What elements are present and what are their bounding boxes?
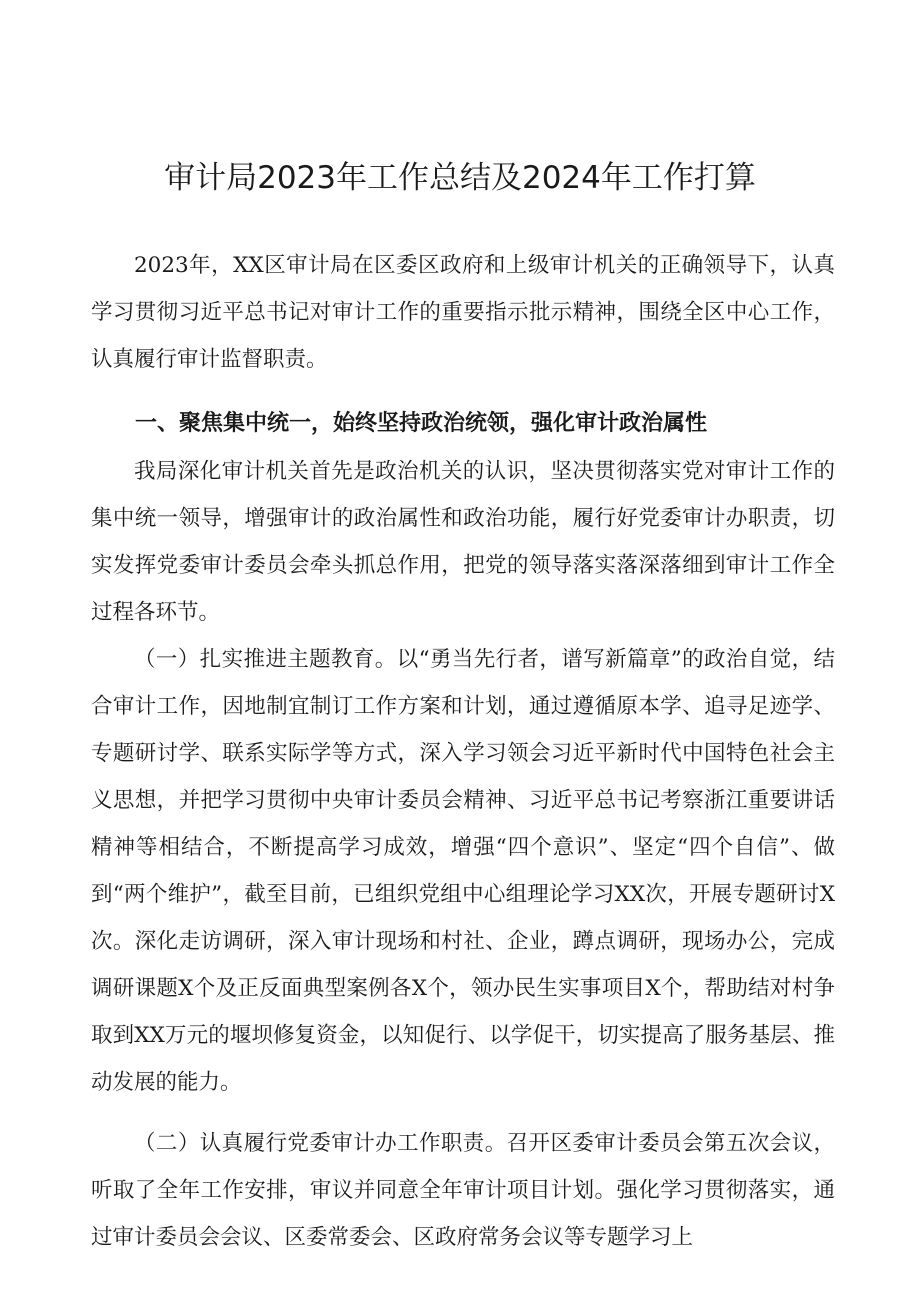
- subsection-paragraph-2: （二）认真履行党委审计办工作职责。召开区委审计委员会第五次会议，听取了全年工作安排，审议并同意全年审计项目计划。强化学习贯彻落实，通过审计委员会会议、区委常委会、区政府常务会议等专题学习上: [91, 1131, 835, 1250]
- document-title: 审计局2023年工作总结及2024年工作打算: [164, 160, 756, 196]
- subsection-paragraph-1: （一）扎实推进主题教育。以“勇当先行者，谱写新篇章”的政治自觉，结合审计工作，因地制宜制订工作方案和计划，通过遵循原本学、追寻足迹学、专题研讨学、联系实际学等方式，深入学习领会习近平新时代中国特色社会主义思想，并把学习贯彻中央审计委员会精神、习近平总书记考察浙江重要讲话精神等相结合，不断提高学习成效，增强“四个意识”、坚定“四个自信”、做到“两个维护”，截至目前，已组织党组中心组理论学习XX次，开展专题研讨X次。深化走访调研，深入审计现场和村社、企业，蹲点调研，现场办公，完成调研课题X个及正反面典型案例各X个，领办民生实事项目X个，帮助结对村争取到XX万元的堰坝修复资金，以知促行、以学促干，切实提高了服务基层、推动发展的能力。: [91, 647, 835, 1095]
- intro-paragraph: 2023年，XX区审计局在区委区政府和上级审计机关的正确领导下，认真学习贯彻习近平总书记对审计工作的重要指示批示精神，围绕全区中心工作，认真履行审计监督职责。: [91, 253, 835, 372]
- section-paragraph: 我局深化审计机关首先是政治机关的认识，坚决贯彻落实党对审计工作的集中统一领导，增强审计的政治属性和政治功能，履行好党委审计办职责，切实发挥党委审计委员会牵头抓总作用，把党的领导落实落深落细到审计工作全过程各环节。: [91, 459, 835, 625]
- section-heading: 一、聚焦集中统一，始终坚持政治统领，强化审计政治属性: [135, 411, 708, 436]
